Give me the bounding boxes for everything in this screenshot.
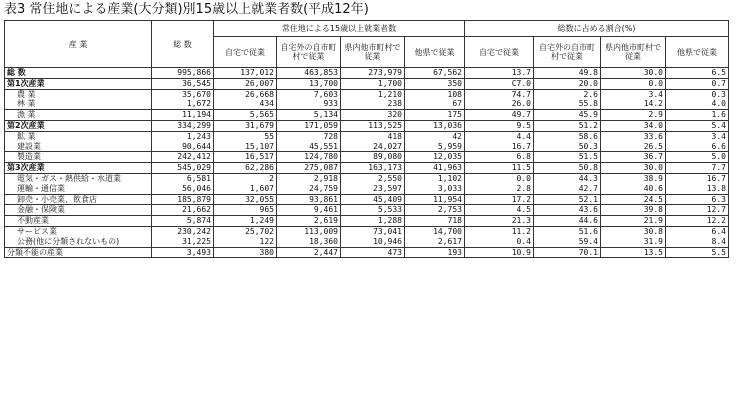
cell-own: 93,861 [277, 194, 341, 205]
cell-p3: 2.9 [601, 110, 666, 121]
cell-p1: 11.5 [465, 163, 534, 174]
cell-other: 3,033 [405, 184, 465, 194]
cell-other: 2,617 [405, 237, 465, 247]
cell-home: 2 [214, 173, 277, 183]
cell-other: 1,102 [405, 173, 465, 183]
cell-home: 16,517 [214, 152, 277, 163]
cell-other: 67,562 [405, 68, 465, 79]
header-p-jitaku: 自宅で従業 [465, 37, 534, 68]
cell-own: 2,447 [277, 247, 341, 258]
cell-p2: 49.8 [534, 68, 601, 79]
cell-p3: 13.5 [601, 247, 666, 258]
cell-home: 5,565 [214, 110, 277, 121]
cell-home: 380 [214, 247, 277, 258]
cell-p4: 4.0 [666, 99, 729, 109]
cell-other: 108 [405, 89, 465, 99]
cell-pref: 113,525 [341, 120, 405, 131]
cell-other: 175 [405, 110, 465, 121]
cell-p2: 42.7 [534, 184, 601, 194]
cell-p4: 6.5 [666, 68, 729, 79]
cell-own: 933 [277, 99, 341, 109]
cell-pref: 473 [341, 247, 405, 258]
cell-total: 242,412 [152, 152, 214, 163]
row-label: 分類不能の産業 [5, 247, 152, 258]
header-group-ratio: 総数に占める割合(%) [465, 21, 729, 37]
row-label: サービス業 [5, 226, 152, 236]
cell-total: 185,879 [152, 194, 214, 205]
cell-total: 31,225 [152, 237, 214, 247]
header-kennai: 県内他市町村で従業 [341, 37, 405, 68]
cell-home: 32,055 [214, 194, 277, 205]
cell-home: 137,012 [214, 68, 277, 79]
cell-own: 728 [277, 131, 341, 141]
cell-p2: 51.6 [534, 226, 601, 236]
cell-total: 545,029 [152, 163, 214, 174]
cell-p2: 50.8 [534, 163, 601, 174]
cell-p1: 9.5 [465, 120, 534, 131]
cell-own: 7,603 [277, 89, 341, 99]
header-jitakugai: 自宅外の自市町村で従業 [277, 37, 341, 68]
cell-own: 9,461 [277, 205, 341, 216]
cell-other: 5,959 [405, 142, 465, 152]
cell-p1: 74.7 [465, 89, 534, 99]
cell-p3: 40.6 [601, 184, 666, 194]
cell-pref: 5,533 [341, 205, 405, 216]
cell-own: 113,009 [277, 226, 341, 236]
header-p-takengai: 他県で従業 [666, 37, 729, 68]
cell-home: 31,679 [214, 120, 277, 131]
header-p-jitakugai: 自宅外の自市町村で従業 [534, 37, 601, 68]
header-sousu: 総 数 [152, 21, 214, 68]
cell-p1: 4.4 [465, 131, 534, 141]
cell-total: 995,866 [152, 68, 214, 79]
cell-p2: 51.2 [534, 120, 601, 131]
cell-p3: 24.5 [601, 194, 666, 205]
cell-other: 718 [405, 216, 465, 227]
cell-other: 12,035 [405, 152, 465, 163]
cell-total: 334,299 [152, 120, 214, 131]
cell-p1: 26.0 [465, 99, 534, 109]
cell-p3: 30.8 [601, 226, 666, 236]
cell-home: 1,607 [214, 184, 277, 194]
row-label: 運輸・通信業 [5, 184, 152, 194]
cell-own: 2,918 [277, 173, 341, 183]
row-label: 第2次産業 [5, 120, 152, 131]
row-label: 金融・保険業 [5, 205, 152, 216]
cell-pref: 418 [341, 131, 405, 141]
cell-other: 67 [405, 99, 465, 109]
cell-p2: 51.5 [534, 152, 601, 163]
cell-p3: 26.5 [601, 142, 666, 152]
cell-other: 42 [405, 131, 465, 141]
cell-p3: 3.4 [601, 89, 666, 99]
cell-pref: 23,597 [341, 184, 405, 194]
cell-p1: 10.9 [465, 247, 534, 258]
cell-own: 171,059 [277, 120, 341, 131]
cell-p1: 0.4 [465, 237, 534, 247]
cell-pref: 89,080 [341, 152, 405, 163]
cell-p2: 20.0 [534, 78, 601, 89]
cell-pref: 320 [341, 110, 405, 121]
table-title: 表3 常住地による産業(大分類)別15歳以上就業者数(平成12年) [4, 2, 369, 17]
cell-pref: 1,288 [341, 216, 405, 227]
row-label: 農 業 [5, 89, 152, 99]
cell-p4: 3.4 [666, 131, 729, 141]
cell-home: 25,702 [214, 226, 277, 236]
cell-home: 1,249 [214, 216, 277, 227]
cell-p3: 38.9 [601, 173, 666, 183]
cell-p2: 44.3 [534, 173, 601, 183]
cell-total: 11,194 [152, 110, 214, 121]
row-label: 漁 業 [5, 110, 152, 121]
cell-other: 14,700 [405, 226, 465, 236]
cell-p4: 5.5 [666, 247, 729, 258]
cell-p3: 30.0 [601, 163, 666, 174]
row-label: 公務(他に分類されないもの) [5, 237, 152, 247]
cell-p4: 7.7 [666, 163, 729, 174]
cell-total: 230,242 [152, 226, 214, 236]
cell-p1: 16.7 [465, 142, 534, 152]
cell-total: 56,046 [152, 184, 214, 194]
header-jitaku: 自宅で従業 [214, 37, 277, 68]
header-group-count: 常住地による15歳以上就業者数 [214, 21, 465, 37]
employment-table [4, 20, 729, 258]
cell-pref: 73,041 [341, 226, 405, 236]
row-label: 卸売・小売業、飲食店 [5, 194, 152, 205]
cell-other: 2,753 [405, 205, 465, 216]
cell-p1: 49.7 [465, 110, 534, 121]
cell-p4: 5.0 [666, 152, 729, 163]
cell-p4: 6.4 [666, 226, 729, 236]
cell-other: 350 [405, 78, 465, 89]
row-label: 不動産業 [5, 216, 152, 227]
cell-p2: 70.1 [534, 247, 601, 258]
cell-p1: 11.2 [465, 226, 534, 236]
cell-p2: 58.6 [534, 131, 601, 141]
row-label: 電気・ガス・熱供給・水道業 [5, 173, 152, 183]
cell-p3: 33.6 [601, 131, 666, 141]
cell-other: 41,963 [405, 163, 465, 174]
row-label: 林 業 [5, 99, 152, 109]
cell-total: 1,243 [152, 131, 214, 141]
cell-total: 1,672 [152, 99, 214, 109]
cell-other: 11,954 [405, 194, 465, 205]
cell-p1: 0.0 [465, 173, 534, 183]
cell-own: 275,087 [277, 163, 341, 174]
header-takengai: 他県で従業 [405, 37, 465, 68]
cell-p1: 17.2 [465, 194, 534, 205]
row-label: 建設業 [5, 142, 152, 152]
cell-own: 24,759 [277, 184, 341, 194]
cell-p4: 13.8 [666, 184, 729, 194]
cell-pref: 2,550 [341, 173, 405, 183]
cell-p4: 6.6 [666, 142, 729, 152]
cell-own: 124,780 [277, 152, 341, 163]
cell-own: 463,853 [277, 68, 341, 79]
cell-p2: 55.8 [534, 99, 601, 109]
cell-total: 35,670 [152, 89, 214, 99]
cell-p4: 1.6 [666, 110, 729, 121]
cell-p4: 5.4 [666, 120, 729, 131]
cell-p4: 12.7 [666, 205, 729, 216]
header-sangyo: 産 業 [5, 21, 152, 68]
cell-pref: 238 [341, 99, 405, 109]
cell-p3: 31.9 [601, 237, 666, 247]
cell-pref: 10,946 [341, 237, 405, 247]
cell-own: 13,700 [277, 78, 341, 89]
cell-p1: 21.3 [465, 216, 534, 227]
cell-p1: 2.8 [465, 184, 534, 194]
cell-p1: 13.7 [465, 68, 534, 79]
cell-p3: 34.0 [601, 120, 666, 131]
cell-home: 26,007 [214, 78, 277, 89]
cell-total: 21,662 [152, 205, 214, 216]
cell-pref: 24,027 [341, 142, 405, 152]
cell-p2: 50.3 [534, 142, 601, 152]
cell-own: 45,551 [277, 142, 341, 152]
cell-p1: C7.0 [465, 78, 534, 89]
cell-total: 6,581 [152, 173, 214, 183]
cell-p3: 30.0 [601, 68, 666, 79]
cell-own: 2,619 [277, 216, 341, 227]
cell-home: 122 [214, 237, 277, 247]
cell-total: 5,874 [152, 216, 214, 227]
cell-other: 13,036 [405, 120, 465, 131]
cell-p2: 45.9 [534, 110, 601, 121]
cell-pref: 45,409 [341, 194, 405, 205]
header-p-kennai: 県内他市町村で従業 [601, 37, 666, 68]
cell-p4: 0.3 [666, 89, 729, 99]
cell-p4: 6.3 [666, 194, 729, 205]
cell-p2: 43.6 [534, 205, 601, 216]
cell-home: 965 [214, 205, 277, 216]
cell-p3: 36.7 [601, 152, 666, 163]
cell-p2: 2.6 [534, 89, 601, 99]
cell-own: 18,360 [277, 237, 341, 247]
cell-total: 3,493 [152, 247, 214, 258]
cell-p1: 4.5 [465, 205, 534, 216]
cell-home: 62,286 [214, 163, 277, 174]
cell-total: 36,545 [152, 78, 214, 89]
row-label: 鉱 業 [5, 131, 152, 141]
cell-pref: 273,979 [341, 68, 405, 79]
cell-p4: 16.7 [666, 173, 729, 183]
cell-p2: 52.1 [534, 194, 601, 205]
cell-p2: 44.6 [534, 216, 601, 227]
cell-p3: 0.0 [601, 78, 666, 89]
cell-own: 5,134 [277, 110, 341, 121]
cell-home: 434 [214, 99, 277, 109]
cell-p4: 8.4 [666, 237, 729, 247]
cell-p3: 21.9 [601, 216, 666, 227]
cell-home: 55 [214, 131, 277, 141]
cell-p3: 14.2 [601, 99, 666, 109]
row-label: 総 数 [5, 68, 152, 79]
cell-pref: 1,700 [341, 78, 405, 89]
cell-home: 15,107 [214, 142, 277, 152]
row-label: 第3次産業 [5, 163, 152, 174]
cell-p4: 12.2 [666, 216, 729, 227]
cell-total: 90,644 [152, 142, 214, 152]
cell-pref: 163,173 [341, 163, 405, 174]
cell-p2: 59.4 [534, 237, 601, 247]
cell-other: 193 [405, 247, 465, 258]
cell-p1: 6.8 [465, 152, 534, 163]
cell-p4: 0.7 [666, 78, 729, 89]
cell-p3: 39.8 [601, 205, 666, 216]
row-label: 第1次産業 [5, 78, 152, 89]
cell-pref: 1,210 [341, 89, 405, 99]
cell-home: 26,668 [214, 89, 277, 99]
row-label: 製造業 [5, 152, 152, 163]
